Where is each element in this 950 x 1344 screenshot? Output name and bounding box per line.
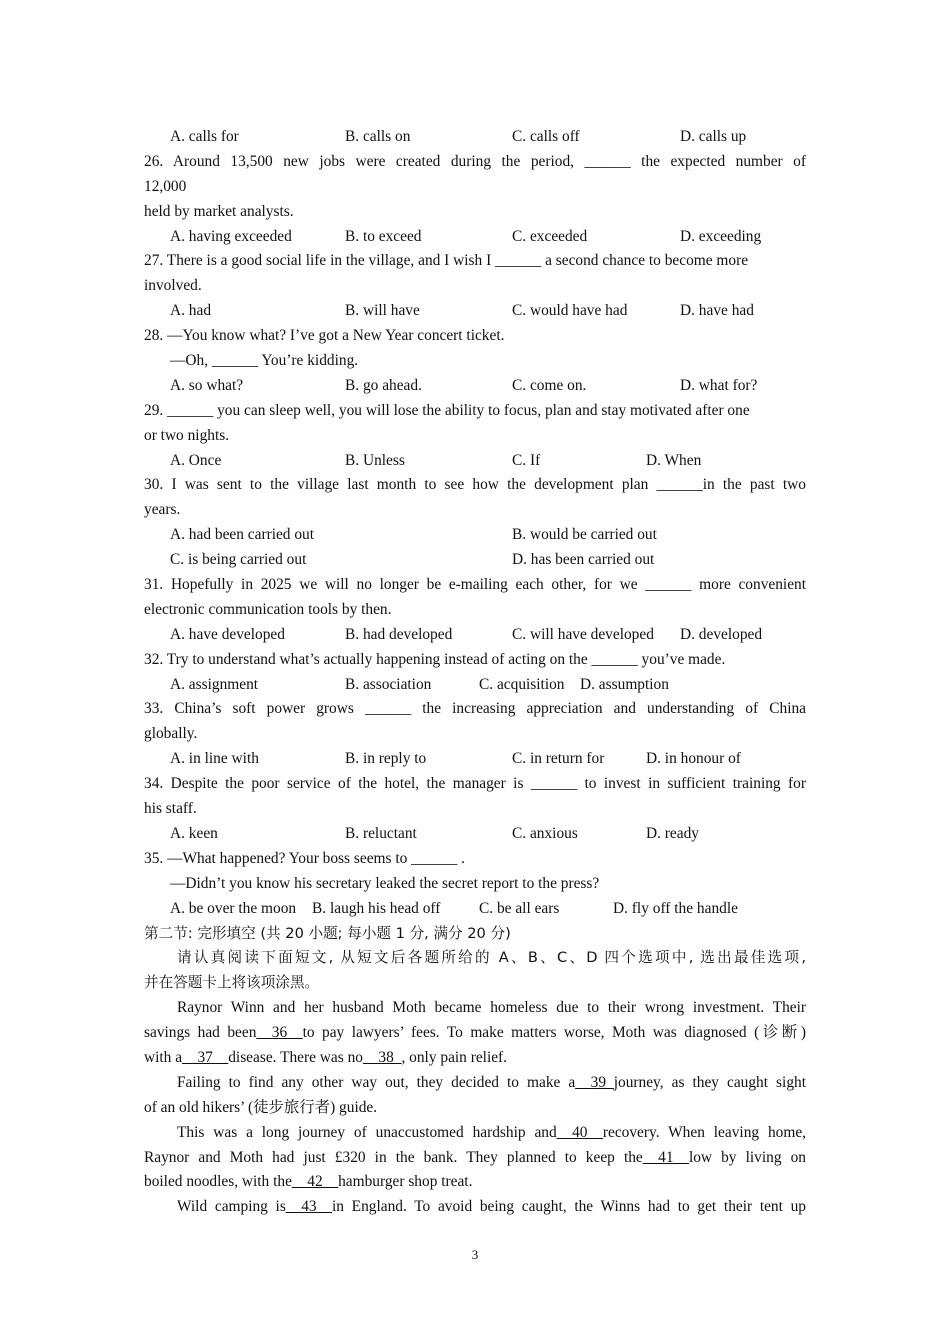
q26-options: [144, 225, 806, 250]
q32-options: [144, 673, 806, 698]
q27-options: [144, 299, 806, 324]
q34-stem-line1: 34. Despite the poor service of the hotel, the manager is ______ to invest in sufficient training for: [144, 775, 806, 793]
q29-option-d: D. When: [646, 451, 702, 469]
q33-options: [144, 747, 806, 772]
q30-options-row2: [144, 548, 806, 573]
q30-option-a: A. had been carried out: [170, 526, 315, 544]
passage-p1-line2: [144, 1021, 806, 1046]
passage-text: low by living on: [688, 1148, 806, 1166]
q25-option-c: C. calls off: [512, 128, 580, 145]
q25-option-b: B. calls on: [345, 128, 411, 145]
q33-option-c: C. in return for: [512, 750, 605, 768]
q31-stem-line2: electronic communication tools by then.: [144, 600, 392, 618]
q30-stem-line1: 30. I was sent to the village last month to see how the development plan ______in the past two: [144, 476, 806, 494]
q30-option-d: D. has been carried out: [512, 551, 655, 569]
q26-option-b: B. to exceed: [345, 227, 422, 245]
q29-options: [144, 449, 806, 474]
q32-option-c: C. acquisition: [479, 675, 565, 693]
q29-stem-line1: 29. ______ you can sleep well, you will lose the ability to focus, plan and stay motivated after one: [144, 401, 750, 419]
passage-text: Failing to find any other way out, they decided to make a: [177, 1073, 576, 1091]
q29-option-c: C. If: [512, 451, 541, 469]
q26-option-c: C. exceeded: [512, 227, 588, 245]
blank-36: __36__: [256, 1024, 303, 1042]
q32-option-a: A. assignment: [170, 675, 259, 693]
q30-stem-line2: years.: [144, 501, 181, 519]
exam-content: [144, 125, 806, 1220]
passage-text: boiled noodles, with the: [144, 1173, 292, 1191]
q28-option-d: D. what for?: [680, 376, 758, 394]
q31-stem-line1: 31. Hopefully in 2025 we will no longer be e-mailing each other, for we ______ more convenient: [144, 576, 806, 594]
q32-stem-line1: 32. Try to understand what’s actually happening instead of acting on the ______ you’ve made.: [144, 650, 726, 668]
q28-option-c: C. come on.: [512, 376, 587, 394]
q34-stem-line2: his staff.: [144, 800, 197, 818]
passage-text: in England. To avoid being caught, the Winns had to get their tent up: [332, 1198, 806, 1216]
q25-options: [144, 125, 806, 150]
q28-stem-line1: 28. —You know what? I’ve got a New Year concert ticket.: [144, 327, 505, 345]
q32-option-d: D. assumption: [580, 675, 669, 693]
passage-text: , only pain relief.: [401, 1048, 508, 1066]
q29-option-a: A. Once: [170, 451, 222, 469]
passage-p4-line1: [144, 1195, 806, 1220]
q28-option-a: A. so what?: [170, 376, 244, 394]
passage-text: to pay lawyers’ fees. To make matters worse, Moth was diagnosed (诊断): [302, 1024, 806, 1042]
q29-option-b: B. Unless: [345, 451, 405, 469]
q35-option-b: B. laugh his head off: [312, 899, 441, 917]
q35-stem-line2: —Didn’t you know his secretary leaked the secret report to the press?: [170, 874, 600, 892]
q27-option-c: C. would have had: [512, 302, 628, 320]
q28-option-b: B. go ahead.: [345, 376, 422, 394]
passage-p2-line2: of an old hikers’ (徒步旅行者) guide.: [144, 1098, 378, 1116]
q33-option-d: D. in honour of: [646, 750, 741, 768]
q30-options-row1: [144, 523, 806, 548]
q31-option-d: D. developed: [680, 625, 763, 643]
q26-option-d: D. exceeding: [680, 227, 762, 245]
passage-p1-line3: [144, 1046, 806, 1071]
q33-option-b: B. in reply to: [345, 750, 427, 768]
passage-p3-line3: [144, 1170, 806, 1195]
q29-stem-line2: or two nights.: [144, 426, 230, 444]
passage-p1-line1: Raynor Winn and her husband Moth became homeless due to their wrong investment. Their: [177, 999, 806, 1017]
passage-text: savings had been: [144, 1024, 257, 1042]
q27-stem-line2: involved.: [144, 277, 202, 295]
q27-option-a: A. had: [170, 302, 212, 320]
q28-options: [144, 374, 806, 399]
q35-options: [144, 897, 806, 922]
q34-option-b: B. reluctant: [345, 824, 417, 842]
q33-option-a: A. in line with: [170, 750, 259, 768]
q33-stem-line1: 33. China’s soft power grows ______ the increasing appreciation and understanding of China: [144, 700, 806, 718]
q31-option-c: C. will have developed: [512, 625, 654, 643]
passage-text: disease. There was no: [228, 1048, 363, 1066]
q31-option-a: A. have developed: [170, 625, 285, 643]
blank-43: __43__: [285, 1198, 332, 1216]
q27-option-d: D. have had: [680, 302, 754, 320]
passage-text: recovery. When leaving home,: [602, 1123, 807, 1141]
blank-42: __42__: [291, 1173, 339, 1191]
passage-text: This was a long journey of unaccustomed hardship and: [177, 1123, 557, 1141]
passage-p3-line2: [144, 1146, 806, 1171]
q27-option-b: B. will have: [345, 302, 420, 320]
q25-option-d: D. calls up: [680, 128, 747, 145]
q25-option-a: A. calls for: [170, 128, 239, 145]
q34-options: [144, 822, 806, 847]
q27-stem-line1: 27. There is a good social life in the village, and I wish I ______ a second chance to become more: [144, 252, 749, 270]
q31-option-b: B. had developed: [345, 625, 453, 643]
passage-p2-line1: [144, 1071, 806, 1096]
blank-39: __39_: [575, 1073, 614, 1091]
q26-stem-line1: 26. Around 13,500 new jobs were created during the period, ______ the expected number of: [144, 152, 806, 170]
q26-stem-line3: held by market analysts.: [144, 202, 294, 220]
blank-38: __38_: [362, 1048, 402, 1066]
q35-option-d: D. fly off the handle: [613, 899, 738, 917]
page-number: 3: [471, 1247, 479, 1262]
passage-text: with a: [144, 1048, 183, 1066]
blank-41: __41__: [642, 1148, 689, 1166]
section2-heading: 第二节: 完形填空 (共 20 小题; 每小题 1 分, 满分 20 分): [144, 924, 511, 942]
section2-instruction-line2: 并在答题卡上将该项涂黑。: [144, 974, 320, 992]
passage-text: journey, as they caught sight: [613, 1073, 806, 1091]
section2-instruction-line1: 请认真阅读下面短文, 从短文后各题所给的 A、B、C、D 四个选项中, 选出最佳选项,: [177, 949, 806, 967]
q35-stem-line1: 35. —What happened? Your boss seems to ______ .: [144, 849, 466, 867]
q35-option-c: C. be all ears: [479, 899, 560, 917]
passage-text: Wild camping is: [177, 1198, 286, 1216]
q34-option-c: C. anxious: [512, 824, 578, 842]
q35-option-a: A. be over the moon: [170, 899, 297, 917]
passage-p3-line1: [144, 1121, 806, 1146]
blank-37: __37__: [182, 1048, 229, 1066]
passage-text: hamburger shop treat.: [338, 1173, 473, 1191]
q33-stem-line2: globally.: [144, 725, 198, 743]
passage-text: Raynor and Moth had just £320 in the bank. They planned to keep the: [144, 1148, 643, 1166]
q30-option-b: B. would be carried out: [512, 526, 657, 544]
q31-options: [144, 623, 806, 648]
q34-option-a: A. keen: [170, 824, 218, 842]
q26-stem-line2: 12,000: [144, 177, 187, 195]
q28-stem-line2: —Oh, ______ You’re kidding.: [170, 352, 359, 370]
q34-option-d: D. ready: [646, 824, 699, 842]
blank-40: __40__: [556, 1123, 603, 1141]
q26-option-a: A. having exceeded: [170, 227, 292, 245]
q32-option-b: B. association: [345, 675, 432, 693]
q30-option-c: C. is being carried out: [170, 551, 307, 569]
